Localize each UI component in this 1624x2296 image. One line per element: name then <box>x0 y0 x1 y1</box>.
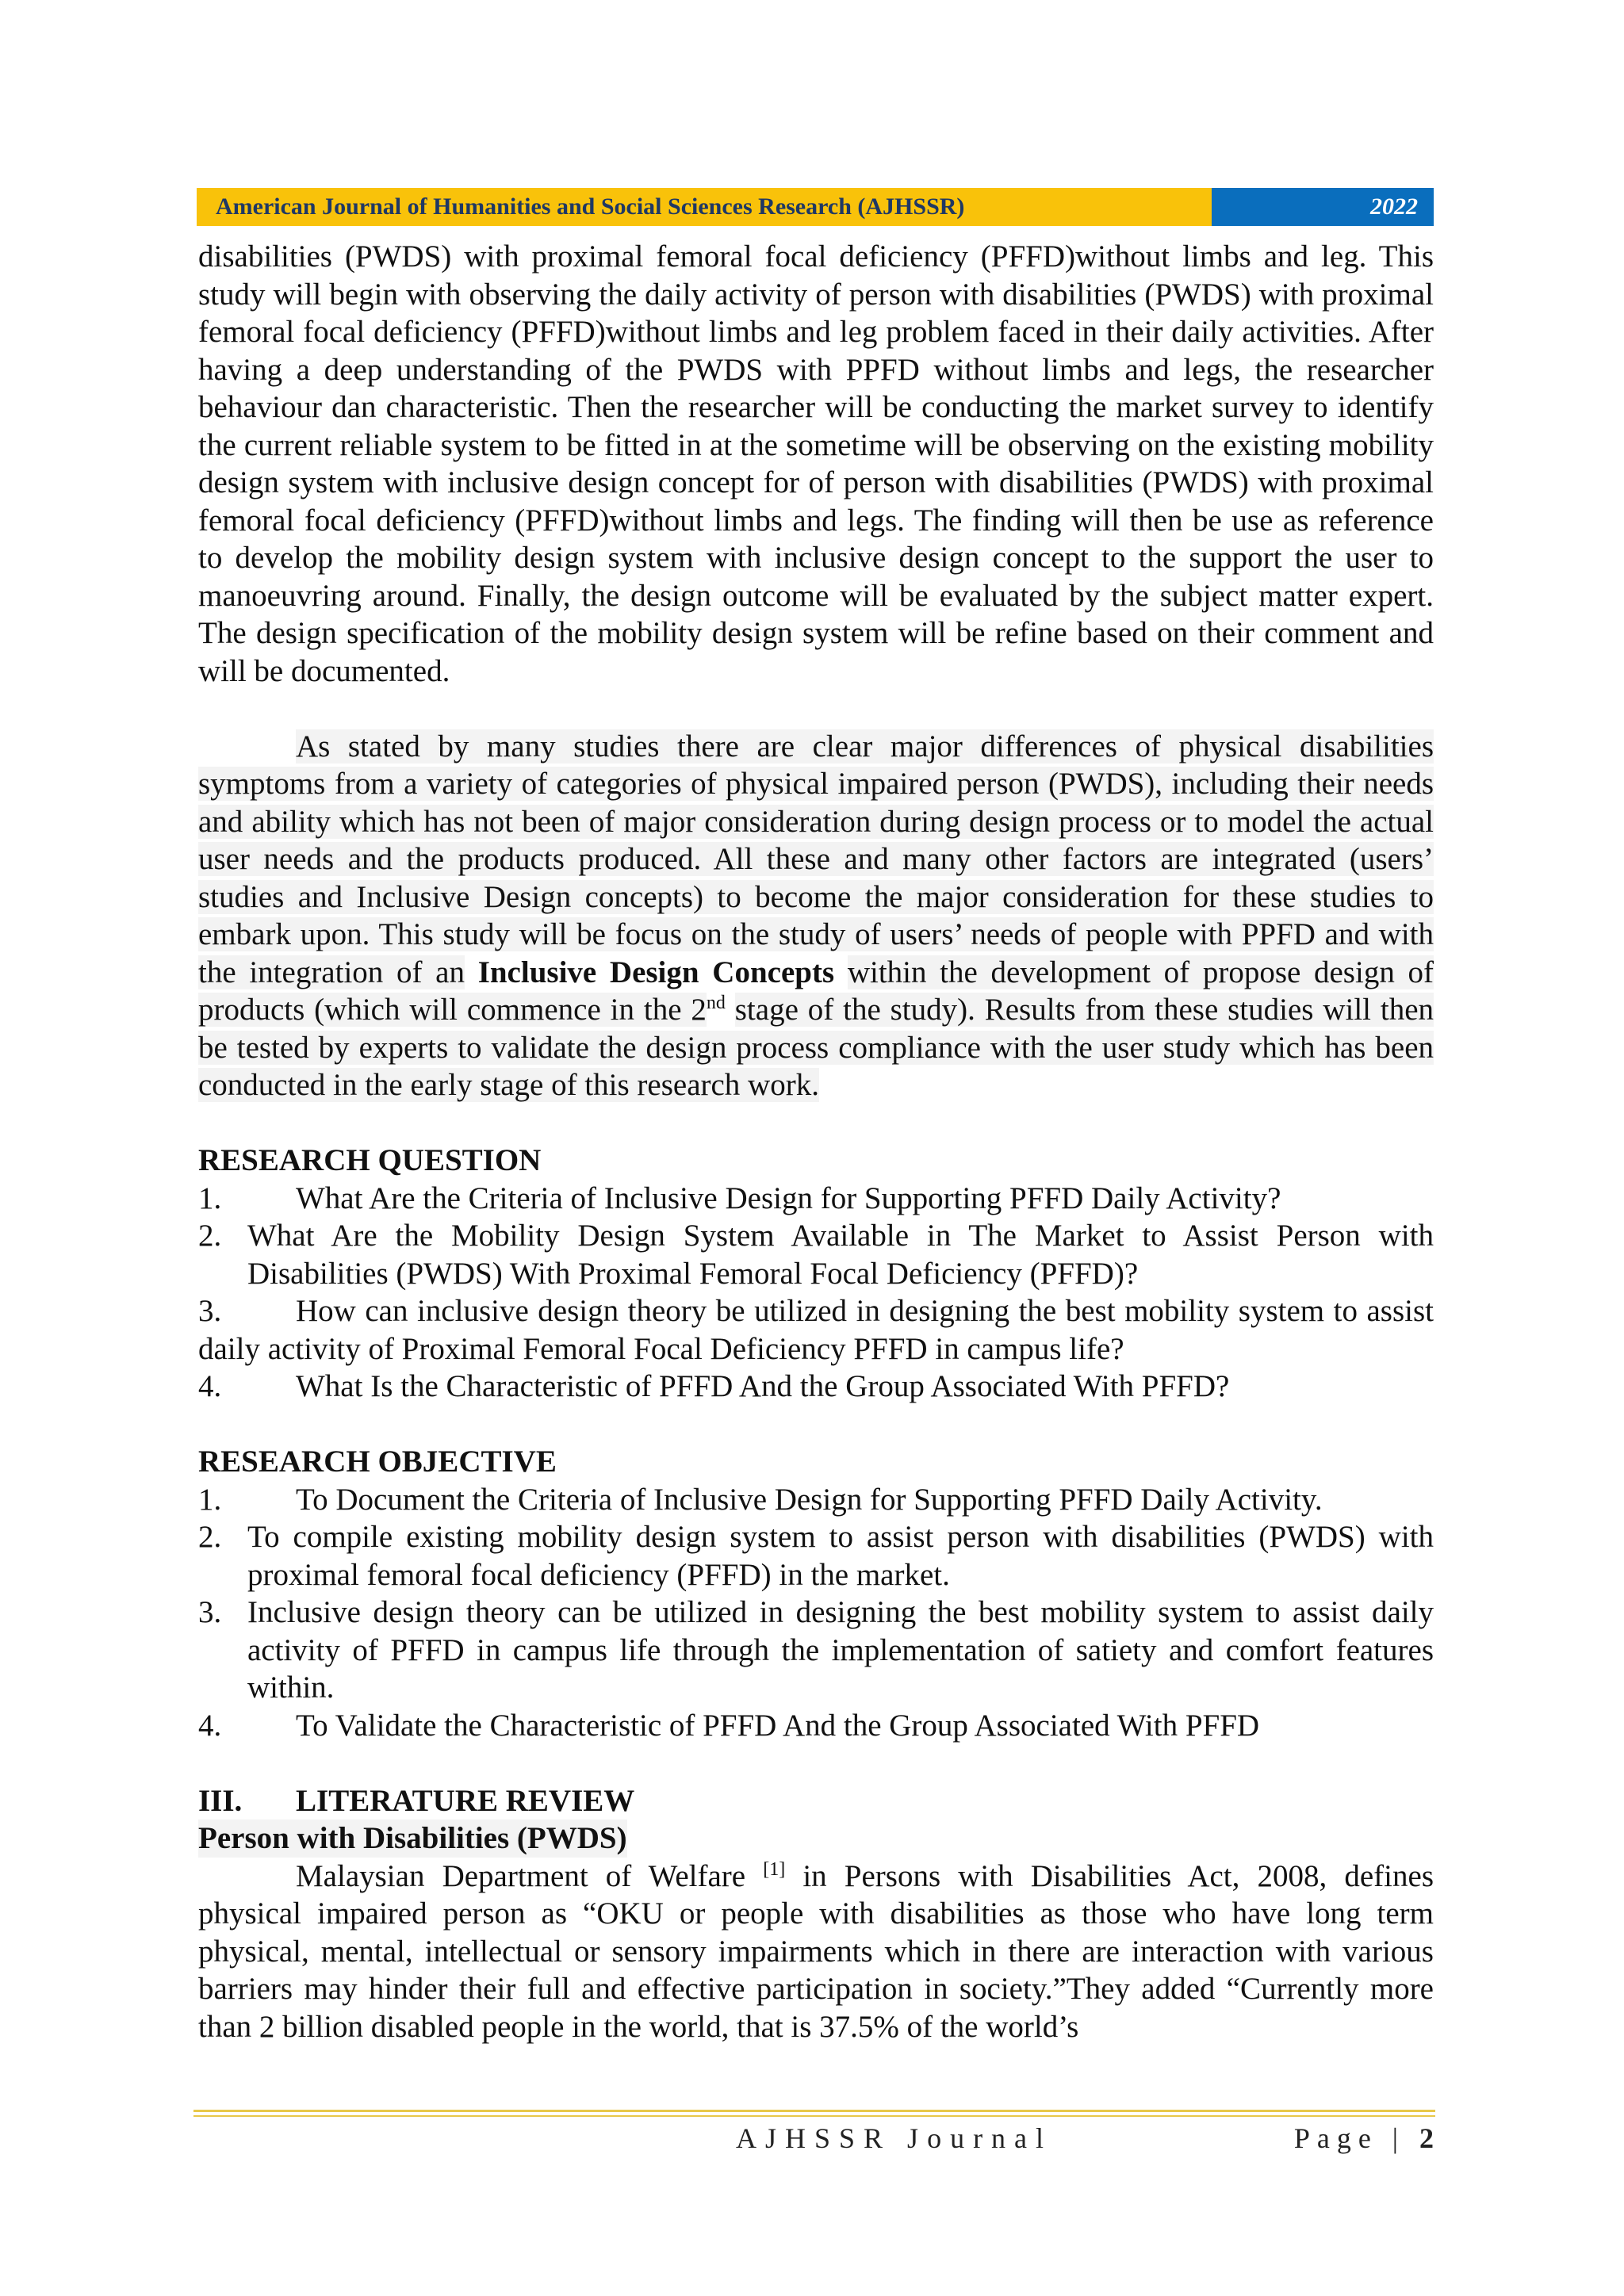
section-number: III. <box>198 1783 243 1818</box>
objective-item-1: 1. To Document the Criteria of Inclusive Design for Supporting PFFD Daily Activity. <box>198 1482 1323 1517</box>
objective-item-2: 2. To compile existing mobility design system to assist person with disabilities (PWDS) with proximal femoral focal deficiency (PFFD) in the market. <box>198 1520 1434 1592</box>
inclusive-design-emphasis: Inclusive Design Concepts <box>477 955 835 989</box>
journal-year: 2022 <box>1212 188 1434 226</box>
intro-paragraph: disabilities (PWDS) with proximal femoral focal deficiency (PFFD)without limbs and leg. This study will begin with observing the daily activity of person with disabilities (PWDS) with proximal femoral focal deficiency (PFFD)without limbs and leg problem faced in their daily activities. After having a deep understanding of the PWDS with PPFD without limbs and legs, the researcher behaviour dan characteristic. Then the researcher will be conducting the market survey to identify the current reliable system to be fitted in at the sometime will be observing on the existing mobility design system with inclusive design concept for of person with disabilities (PWDS) with proximal femoral focal deficiency (PFFD)without limbs and legs. The finding will then be use as reference to develop the mobility design system with inclusive design concept to the support the user to manoeuvring around. Finally, the design outcome will be evaluated by the subject matter expert. The design specification of the mobility design system will be refine based on their comment and will be documented. <box>198 239 1434 688</box>
pwds-paragraph: Malaysian Department of Welfare [1] in Persons with Disabilities Act, 2008, defines physical impaired person as “OKU or people with disabilities as those who have long term physical, mental, intellectual or sensory impairments which in there are interaction with various barriers may hinder their full and effective participation in society.”They added “Currently more than 2 billion disabled people in the world, that is 37.5% of the world’s <box>198 1858 1434 2044</box>
journal-title: American Journal of Humanities and Social Sciences Research (AJHSSR) <box>197 188 1212 226</box>
literature-review-heading <box>198 1782 1434 1820</box>
footer-journal-name: AJHSSR Journal <box>736 2122 1053 2154</box>
study-paragraph <box>198 728 1434 1104</box>
objective-item-4: 4. To Validate the Characteristic of PFFD And the Group Associated With PFFD <box>198 1708 1260 1743</box>
question-item-3: 3. How can inclusive design theory be utilized in designing the best mobility system to assist daily activity of Proximal Femoral Focal Deficiency PFFD in campus life? <box>198 1294 1434 1366</box>
running-header <box>197 188 1434 226</box>
citation-reference: [1] <box>763 1858 786 1880</box>
footer-rule <box>193 2110 1435 2112</box>
research-objective-heading: RESEARCH OBJECTIVE <box>198 1445 557 1479</box>
question-item-2: 2. What Are the Mobility Design System Available in The Market to Assist Person with Disabilities (PWDS) With Proximal Femoral Focal Deficiency (PFFD)? <box>198 1219 1434 1291</box>
section-title: LITERATURE REVIEW <box>296 1783 635 1818</box>
footer-rule-thin <box>193 2115 1435 2117</box>
study-paragraph-part-c: stage of the study). Results from these studies will then be tested by experts to validate the design process compliance with the user study which has been conducted in the early stage of this research work. <box>198 993 1434 1102</box>
objective-item-3: 3. Inclusive design theory can be utilized in designing the best mobility system to assist daily activity of PFFD in campus life through the implementation of satiety and comfort features within. <box>198 1595 1434 1705</box>
study-paragraph-part-b: within the development of propose design of products (which will commence in the 2 <box>198 955 1434 1027</box>
page-body <box>198 238 1434 2045</box>
ordinal-superscript: nd <box>706 993 726 1013</box>
pwds-subheading: Person with Disabilities (PWDS) <box>198 1820 627 1858</box>
footer-page-number: Page | 2 <box>1293 2122 1434 2154</box>
question-item-1: 1. What Are the Criteria of Inclusive Design for Supporting PFFD Daily Activity? <box>198 1181 1281 1215</box>
research-question-heading: RESEARCH QUESTION <box>198 1143 542 1177</box>
study-paragraph-part-a: As stated by many studies there are clear major differences of physical disabilities symptoms from a variety of categories of physical impaired person (PWDS), including their needs and ability which has not been of major consideration during design process or to model the actual user needs and the products produced. All these and many other factors are integrated (users’ studies and Inclusive Design concepts) to become the major consideration for these studies to embark upon. This study will be focus on the study of users’ needs of people with PPFD and with the integration of an <box>198 729 1434 989</box>
question-item-4: 4. What Is the Characteristic of PFFD And the Group Associated With PFFD? <box>198 1369 1230 1403</box>
